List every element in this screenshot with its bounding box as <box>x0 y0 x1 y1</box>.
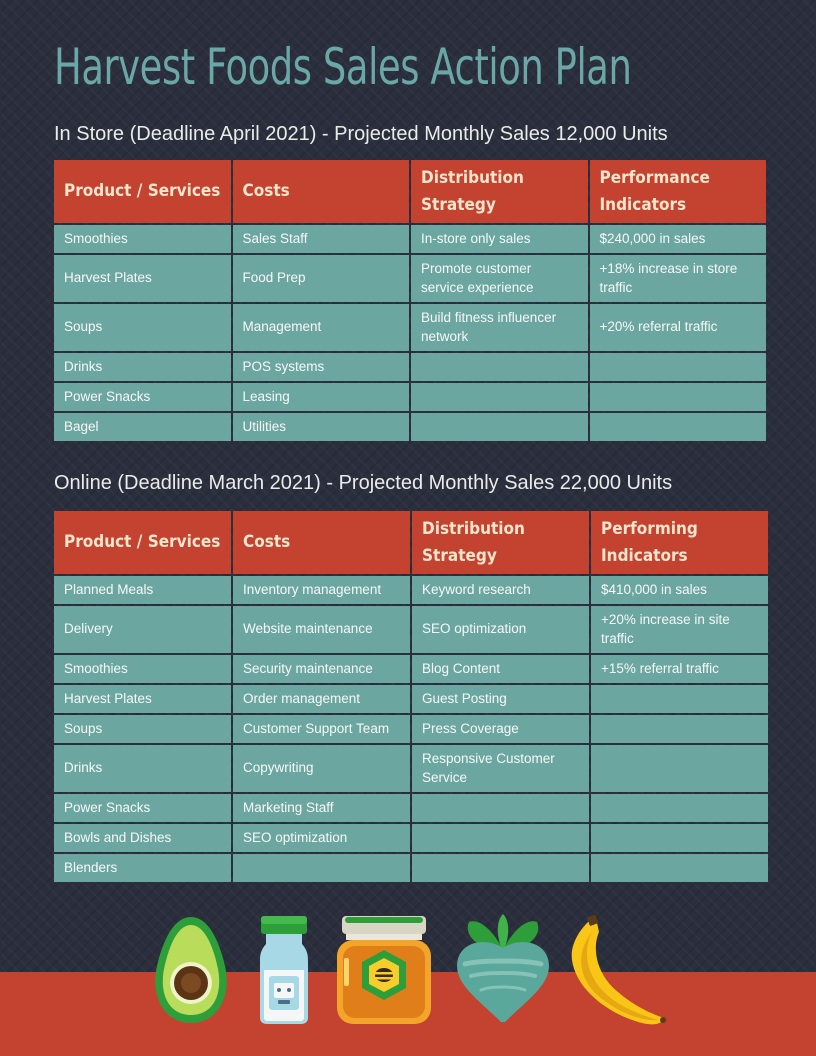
table-cell: +18% increase in store traffic <box>590 255 767 302</box>
table-cell: Soups <box>54 715 231 743</box>
table-cell: Drinks <box>54 745 231 792</box>
table-cell <box>591 794 768 822</box>
table-cell: Delivery <box>54 606 231 653</box>
table-cell: Food Prep <box>233 255 410 302</box>
table-row <box>54 854 768 882</box>
table-cell: Smoothies <box>54 655 231 683</box>
table-cell: +20% referral traffic <box>590 304 767 351</box>
table-row <box>54 413 766 441</box>
table-cell: +15% referral traffic <box>591 655 768 683</box>
table-cell: Smoothies <box>54 225 231 253</box>
table-cell: Order management <box>233 685 410 713</box>
online-plan-table <box>52 509 770 884</box>
table-cell: +20% increase in site traffic <box>591 606 768 653</box>
table-cell <box>411 353 588 381</box>
table-row <box>54 353 766 381</box>
table-cell <box>412 824 589 852</box>
table-cell: Bagel <box>54 413 231 441</box>
table-cell <box>411 413 588 441</box>
table-row <box>54 745 768 792</box>
table-cell <box>591 824 768 852</box>
table-cell: Blenders <box>54 854 231 882</box>
table-cell: Bowls and Dishes <box>54 824 231 852</box>
table-cell <box>233 854 410 882</box>
section-heading-online: Online (Deadline March 2021) - Projected Monthly Sales 22,000 Units <box>54 472 673 494</box>
header-costs: Costs <box>233 160 410 223</box>
table-cell <box>590 353 767 381</box>
table-cell <box>411 383 588 411</box>
table-cell: Management <box>233 304 410 351</box>
table-row <box>54 255 766 302</box>
table-cell: Press Coverage <box>412 715 589 743</box>
table-cell: Responsive Customer Service <box>412 745 589 792</box>
milk-bottle-icon <box>257 914 311 1026</box>
table-cell: Guest Posting <box>412 685 589 713</box>
table-row <box>54 225 766 253</box>
table-cell: Harvest Plates <box>54 685 231 713</box>
in-store-plan-table <box>52 158 768 443</box>
header-costs: Costs <box>233 511 410 574</box>
table-cell <box>590 413 767 441</box>
table-row <box>54 304 766 351</box>
table-cell <box>412 854 589 882</box>
table-cell: Keyword research <box>412 576 589 604</box>
table-cell: In-store only sales <box>411 225 588 253</box>
table-cell <box>591 745 768 792</box>
table-cell: Security maintenance <box>233 655 410 683</box>
header-distribution-strategy: Distribution Strategy <box>411 160 588 223</box>
table-row <box>54 655 768 683</box>
header-product-services: Product / Services <box>54 511 231 574</box>
table-cell: Blog Content <box>412 655 589 683</box>
header-performance-indicators: Performance Indicators <box>590 160 767 223</box>
table-row <box>54 383 766 411</box>
header-performing-indicators: Performing Indicators <box>591 511 768 574</box>
table-cell <box>591 715 768 743</box>
table-cell: Inventory management <box>233 576 410 604</box>
table-cell: Power Snacks <box>54 383 231 411</box>
table-header-row <box>54 160 766 223</box>
header-distribution-strategy: Distribution Strategy <box>412 511 589 574</box>
honey-jar-icon <box>334 914 434 1026</box>
table-cell: SEO optimization <box>233 824 410 852</box>
table-cell: Marketing Staff <box>233 794 410 822</box>
table-cell: Power Snacks <box>54 794 231 822</box>
table-cell: SEO optimization <box>412 606 589 653</box>
table-cell: Build fitness influencer network <box>411 304 588 351</box>
table-row <box>54 576 768 604</box>
header-product-services: Product / Services <box>54 160 231 223</box>
beet-icon <box>455 912 551 1026</box>
table-cell: Website maintenance <box>233 606 410 653</box>
table-header-row <box>54 511 768 574</box>
table-cell: Leasing <box>233 383 410 411</box>
table-cell: Promote customer service experience <box>411 255 588 302</box>
table-cell: Customer Support Team <box>233 715 410 743</box>
table-cell: Planned Meals <box>54 576 231 604</box>
table-cell: $410,000 in sales <box>591 576 768 604</box>
page-title: Harvest Foods Sales Action Plan <box>54 38 632 96</box>
table-cell <box>412 794 589 822</box>
table-row <box>54 606 768 653</box>
table-cell: Copywriting <box>233 745 410 792</box>
avocado-icon <box>148 914 234 1026</box>
table-cell: Soups <box>54 304 231 351</box>
table-row <box>54 685 768 713</box>
banana-icon <box>566 914 670 1026</box>
table-cell: Utilities <box>233 413 410 441</box>
table-row <box>54 715 768 743</box>
table-cell <box>591 854 768 882</box>
table-cell: Drinks <box>54 353 231 381</box>
table-cell: $240,000 in sales <box>590 225 767 253</box>
section-heading-in-store: In Store (Deadline April 2021) - Projected Monthly Sales 12,000 Units <box>54 123 668 145</box>
table-row <box>54 824 768 852</box>
table-row <box>54 794 768 822</box>
table-cell: POS systems <box>233 353 410 381</box>
table-cell: Harvest Plates <box>54 255 231 302</box>
table-cell <box>590 383 767 411</box>
table-cell: Sales Staff <box>233 225 410 253</box>
table-cell <box>591 685 768 713</box>
